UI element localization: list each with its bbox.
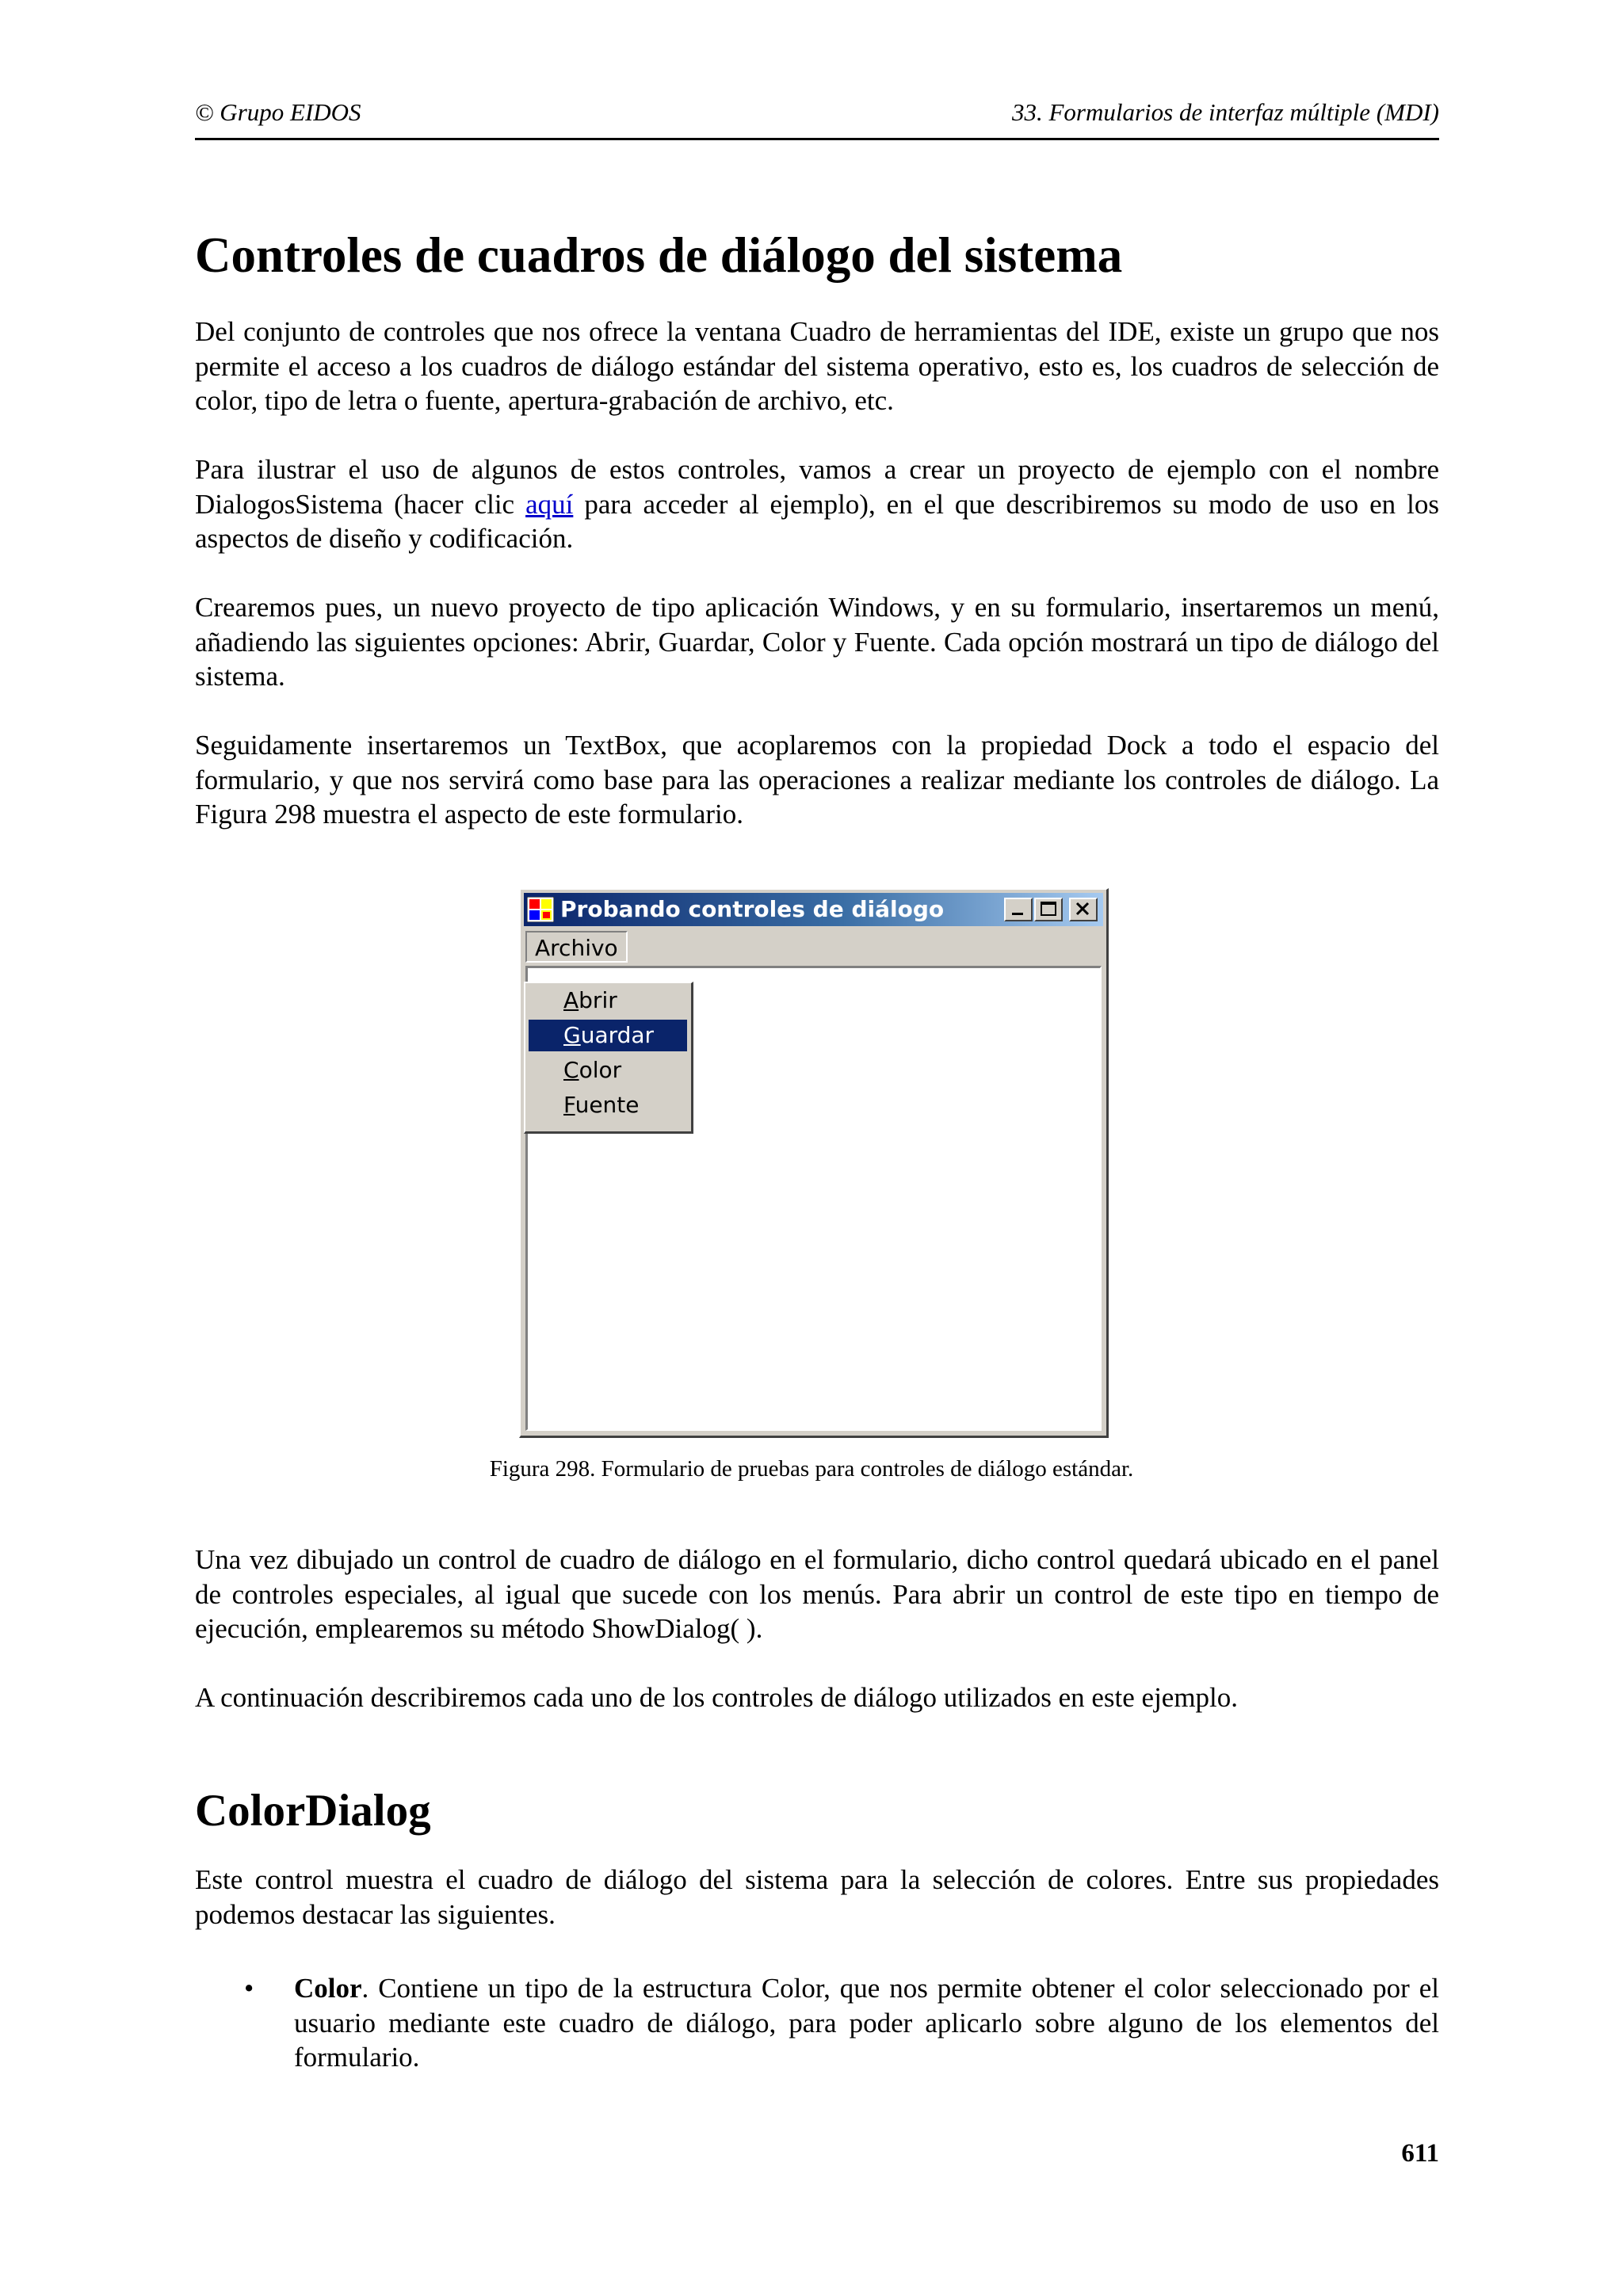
paragraph-colordialog: Este control muestra el cuadro de diálogo del sistema para la selección de colores. Entre sus propiedades podemos destacar las siguientes. bbox=[195, 1864, 1439, 1930]
paragraph-example bbox=[195, 452, 1439, 556]
paragraph-dialog-usage: Una vez dibujado un control de cuadro de diálogo en el formulario, dicho control quedará ubicado en el panel de controles especiales, al igual que sucede con los menús. Para abrir un control de este tipo en tiempo de ejecución, emplearemos su método ShowDialog( ). bbox=[195, 1544, 1439, 1644]
figure-window bbox=[519, 888, 1109, 1438]
header-publisher: © Grupo EIDOS bbox=[195, 98, 361, 126]
property-description: . Contiene un tipo de la estructura Color, que nos permite obtener el color seleccionado por el usuario mediante este cuadro de diálogo, para poder aplicarlo sobre alguno de los elementos del formulario. bbox=[294, 1973, 1439, 2073]
close-button[interactable] bbox=[1069, 898, 1098, 921]
menu-item-fuente-label: uente bbox=[575, 1092, 640, 1118]
example-link[interactable]: aquí bbox=[525, 488, 574, 520]
header-chapter: 33. Formularios de interfaz múltiple (MDI) bbox=[1011, 98, 1439, 126]
paragraph-intro: Del conjunto de controles que nos ofrece la ventana Cuadro de herramientas del IDE, existe un grupo que nos permite el acceso a los cuadros de diálogo estándar del sistema operativo, esto es, los cuadros de selección de color, tipo de letra o fuente, apertura-grabación de archivo, etc. bbox=[195, 316, 1439, 416]
list-item bbox=[195, 1971, 1439, 2075]
menu-item-abrir-accel: A bbox=[563, 987, 579, 1013]
window-menubar bbox=[524, 929, 1103, 964]
paragraph-example-start: Para ilustrar el uso de algunos de estos controles, vamos a crear un proyecto de ejemplo con el nombre DialogosSistema (hacer clic bbox=[195, 454, 1439, 520]
window-titlebar[interactable] bbox=[524, 893, 1103, 926]
paragraph-example-end: para acceder al ejemplo), en el que describiremos su modo de uso en los aspectos de diseño y codificación. bbox=[195, 488, 1440, 554]
close-icon bbox=[1071, 899, 1096, 920]
menu-item-fuente[interactable] bbox=[529, 1089, 687, 1121]
property-list bbox=[195, 1971, 1439, 2075]
menu-archivo[interactable]: Archivo bbox=[525, 931, 628, 963]
minimize-button[interactable] bbox=[1004, 898, 1033, 921]
page-number: 611 bbox=[1401, 2139, 1439, 2168]
running-header bbox=[195, 93, 1439, 140]
paragraph-description: A continuación describiremos cada uno de los controles de diálogo utilizados en este ejemplo. bbox=[195, 1682, 1239, 1713]
menu-item-guardar-accel: G bbox=[563, 1022, 581, 1048]
section-title: Controles de cuadros de diálogo del sistema bbox=[195, 227, 1123, 283]
menu-item-abrir[interactable] bbox=[529, 985, 687, 1016]
maximize-icon bbox=[1036, 899, 1061, 920]
menu-item-guardar[interactable] bbox=[529, 1020, 687, 1051]
bullet-symbol: • bbox=[244, 1973, 254, 2004]
window-title: Probando controles de diálogo bbox=[560, 896, 945, 922]
figure-caption: Figura 298. Formulario de pruebas para controles de diálogo estándar. bbox=[489, 1456, 1134, 1482]
menu-item-abrir-label: brir bbox=[579, 987, 617, 1013]
minimize-icon bbox=[1006, 899, 1031, 920]
colordialog-heading: ColorDialog bbox=[195, 1786, 431, 1836]
maximize-button[interactable] bbox=[1034, 898, 1063, 921]
paragraph-menu: Crearemos pues, un nuevo proyecto de tipo aplicación Windows, y en su formulario, insertaremos un menú, añadiendo las siguientes opciones: Abrir, Guardar, Color y Fuente. Cada opción mostrará un tipo de diálogo del sistema. bbox=[195, 592, 1439, 692]
app-form-icon bbox=[527, 897, 554, 922]
property-term: Color bbox=[294, 1973, 362, 2004]
menu-item-fuente-accel: F bbox=[563, 1092, 575, 1118]
menu-item-guardar-label: uardar bbox=[580, 1022, 655, 1048]
menu-item-color-accel: C bbox=[563, 1057, 579, 1083]
paragraph-textbox: Seguidamente insertaremos un TextBox, que acoplaremos con la propiedad Dock a todo el espacio del formulario, y que nos servirá como base para las operaciones a realizar mediante los controles de diálogo. La Figura 298 muestra el aspecto de este formulario. bbox=[195, 730, 1439, 830]
menu-item-color[interactable] bbox=[529, 1055, 687, 1086]
menu-item-color-label: olor bbox=[579, 1057, 622, 1083]
archivo-dropdown-menu bbox=[524, 982, 693, 1134]
